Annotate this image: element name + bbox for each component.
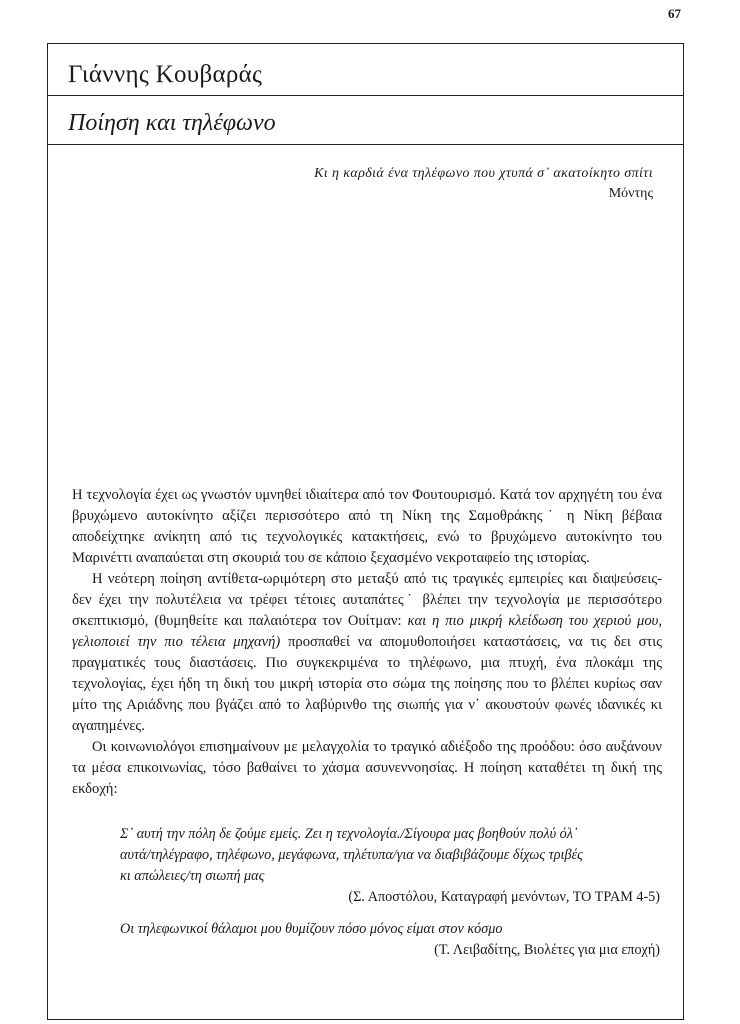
page-number: 67 (668, 6, 681, 21)
article-frame (47, 43, 684, 1020)
paragraph-1: Η τεχνολογία έχει ως γνωστόν υμνηθεί ιδιαίτερα από τον Φουτουρισμό. Κατά τον αρχηγέτη του ένα βρυχώμενο αυτοκίνητο αξίζει περισσότερο από τη Νίκη της Σαμοθράκης˙ η Νίκη βέβαια αποδείχτηκε ανίκητη από τις τεχνολογικές κατακτήσεις, ενώ το βρυχώμενο αυτοκίνητο του Μαρινέττι αναπαύεται στη σκουριά του σε κάποιο ξεχασμένο νεκροταφείο της ιστορίας. (72, 487, 662, 566)
epigraph-line: Κι η καρδιά ένα τηλέφωνο που χτυπά σ᾽ ακατοίκητο σπίτι (314, 166, 653, 181)
author-name: Γιάννης Κουβαράς (68, 61, 263, 88)
paragraph-2-text: Η νεότερη ποίηση αντίθετα-ωριμότερη στο μεταξύ από τις τραγικές εμπειρίες και διαψεύσεις-δεν έχει την πολυτέλεια να τρέφει τέτοιες αυταπάτες˙ βλέπει την τεχνολογία με περισσότερο σκεπτικισμό, (θυμηθείτε και παλαιότερα τον Ουίτμαν: (72, 571, 662, 629)
epigraph-attribution: Μόντης (608, 186, 653, 201)
quote-source: (Σ. Αποστόλου, Καταγραφή μενόντων, ΤΟ ΤΡΑΜ 4-5) (348, 889, 660, 905)
paragraph-3: Οι κοινωνιολόγοι επισημαίνουν με μελαγχολία το τραγικό αδιέξοδο της προόδου: όσο αυξάνουν τα μέσα επικοινωνίας, τόσο βαθαίνει το χάσμα ασυνεννοησίας. Η ποίηση καταθέτει τη δική της εκδοχή: (72, 739, 662, 797)
title-rule (48, 144, 683, 145)
header-rule (48, 95, 683, 96)
quote-line: Οι τηλεφωνικοί θάλαμοι μου θυμίζουν πόσο μόνος είμαι στον κόσμο (120, 921, 503, 937)
quote-line: Σ᾽ αυτή την πόλη δε ζούμε εμείς. Ζει η τεχνολογία./Σίγουρα μας βοηθούν πολύ όλ᾽ (120, 826, 578, 842)
paragraph-2-text-cont: προσπαθεί να απομυθοποιήσει καταστάσεις, να τις δει στις πραγματικές τους διαστάσεις. Πιο συγκεκριμένα το τηλέφωνο, μια πτυχή, ένα πλοκάμι της τεχνολογίας, έχει ήδη τη δική του μικρή ιστορία στο σώμα της ποίησης που το βλέπει κυρίως σαν μίτο της Αριάδνης που βγάζει από το λαβύρινθο της σιωπής για ν᾽ ακουστούν φωνές ιδανικές κι αγαπημένες. (72, 634, 663, 734)
article-title: Ποίηση και τηλέφωνο (68, 110, 276, 136)
whitman-quote: και η πιο μικρή κλείδωση του χεριού μου, γελιοποιεί την πιο τέλεια μηχανή) (72, 613, 662, 650)
quote-line: αυτά/τηλέγραφο, τηλέφωνο, μεγάφωνα, τηλέτυπα/για να διαβιβάζουμε δίχως τριβές (120, 847, 583, 863)
quote-source: (Τ. Λειβαδίτης, Βιολέτες για μια εποχή) (434, 942, 660, 958)
article-body (72, 485, 662, 800)
epigraph (314, 164, 653, 204)
quote-line: κι απώλειες/τη σιωπή μας (120, 868, 265, 884)
paragraph-2 (72, 569, 662, 737)
quote-livaditis (120, 919, 660, 961)
quote-apostolou (120, 824, 660, 908)
